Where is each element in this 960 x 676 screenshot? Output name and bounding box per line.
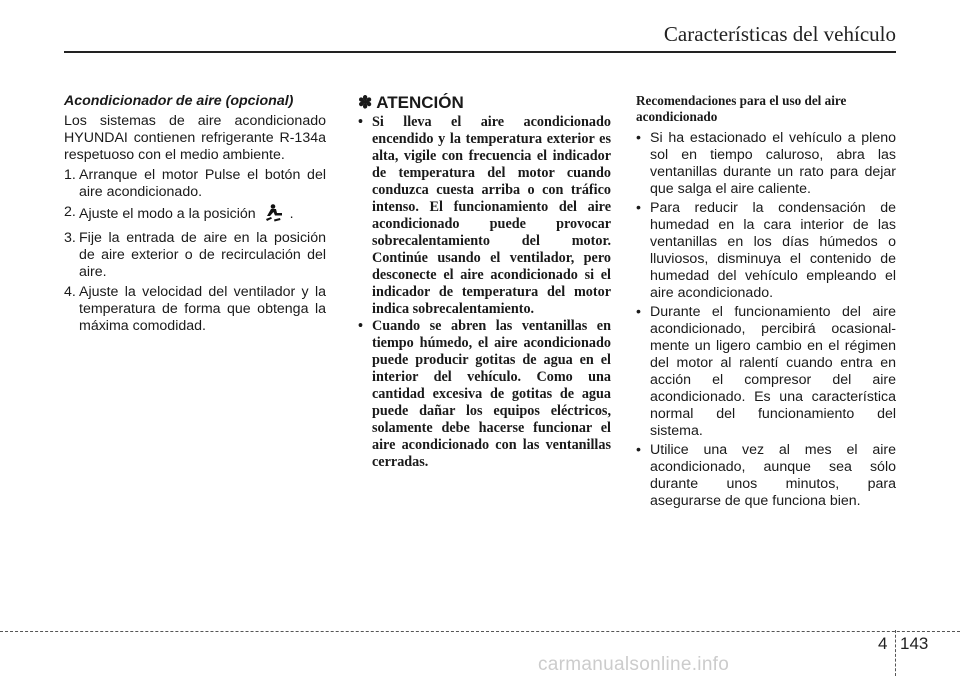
list-item-text: Cuando se abren las ventanillas en tiempo húmedo, el aire acondicionado puede producir gotitas de agua en el interior del vehículo. Como una cantidad excesiva de gotitas de agua puede dañar los equipos eléctricos, solamente debe hacerse funcionar el aire acondicionado con las ventanillas cerradas. (372, 318, 611, 470)
intro-paragraph: Los sistemas de aire acondicionado HYUNDAI contienen refrigerante R-134a respetuoso con el medio ambiente. (64, 113, 326, 163)
watermark: carmanualsonline.info (538, 654, 730, 675)
list-item (358, 114, 611, 318)
step-text-end: . (289, 206, 294, 222)
list-item-text: Utilice una vez al mes el aire acondicionado, aunque sea sólo durante unos minutos, para asegurarse de que funciona bien. (650, 442, 896, 509)
list-item-text: Si lleva el aire acondicionado encendido y la temperatura exterior es alta, vigile con frecuencia el indicador de temperatura del motor cuando conduzca cuesta arriba o con tráfico intenso. El funcionamiento del aire acondicionado puede provocar sobrecalentamiento del motor. Continúe usando el ventilador, pero desconecte el aire acondicionado si el indicador de temperatura del motor indica sobrecalentamiento. (372, 114, 611, 317)
footer-separator (895, 630, 896, 676)
step-text-wrap (79, 204, 326, 227)
step-text: Ajuste la velocidad del ventilador y la temperatura de forma que obtenga la máxima comodidad. (79, 284, 326, 334)
list-item (636, 442, 896, 510)
step-3 (64, 230, 326, 281)
bullet-icon: • (636, 130, 641, 146)
list-item (358, 318, 611, 471)
recommendations-heading: Recomendaciones para el uso del aire acondicionado (636, 93, 847, 124)
attention-symbol-icon: ✽ (358, 93, 373, 112)
list-item (636, 200, 896, 302)
header-rule (64, 51, 896, 53)
step-number: 1. (64, 167, 76, 183)
bullet-icon: • (358, 318, 363, 334)
bullet-icon: • (636, 200, 641, 216)
step-number: 2. (64, 204, 76, 220)
column-attention (358, 93, 611, 471)
attention-title: ATENCIÓN (376, 93, 464, 112)
step-4 (64, 284, 326, 335)
step-1 (64, 167, 326, 201)
column-recommendations (636, 93, 896, 512)
step-number: 3. (64, 230, 76, 246)
attention-heading (358, 93, 611, 113)
list-item-text: Durante el funcionamiento del aire acondicionado, percibirá ocasional- mente un ligero cambio en el régimen del motor al ralentí cuando entra en acción el compresor del aire acondicionado. Es una característica normal del funcionamiento del sistema. (650, 304, 896, 439)
step-text: Fije la entrada de aire en la posición de aire exterior o de recirculación del aire. (79, 230, 326, 280)
chapter-number: 4 (878, 634, 888, 653)
section-subheading: Acondicionador de aire (opcional) (64, 93, 294, 109)
footer-rule (0, 631, 960, 632)
step-text: Arranque el motor Pulse el botón del aire acondicionado. (79, 167, 326, 200)
page-header-title: Características del vehículo (663, 22, 896, 46)
step-2 (64, 204, 326, 227)
list-item-text: Si ha estacionado el vehículo a pleno sol en tiempo caluroso, abra las ventanillas durante un rato para dejar que salga el aire caliente. (650, 130, 896, 197)
step-number: 4. (64, 284, 76, 300)
bullet-icon: • (358, 114, 363, 130)
column-air-conditioner (64, 93, 326, 338)
bullet-icon: • (636, 304, 641, 320)
list-item (636, 130, 896, 198)
bullet-icon: • (636, 442, 641, 458)
list-item-text: Para reducir la condensación de humedad en la cara interior de las ventanillas en los días húmedos o lluviosos, disminuya el contenido de humedad del vehículo empleando el aire acondicionado. (650, 200, 896, 301)
floor-vent-mode-icon (264, 204, 284, 227)
step-text: Ajuste el modo a la posición (79, 206, 256, 222)
list-item (636, 304, 896, 440)
page-number: 143 (900, 634, 929, 653)
